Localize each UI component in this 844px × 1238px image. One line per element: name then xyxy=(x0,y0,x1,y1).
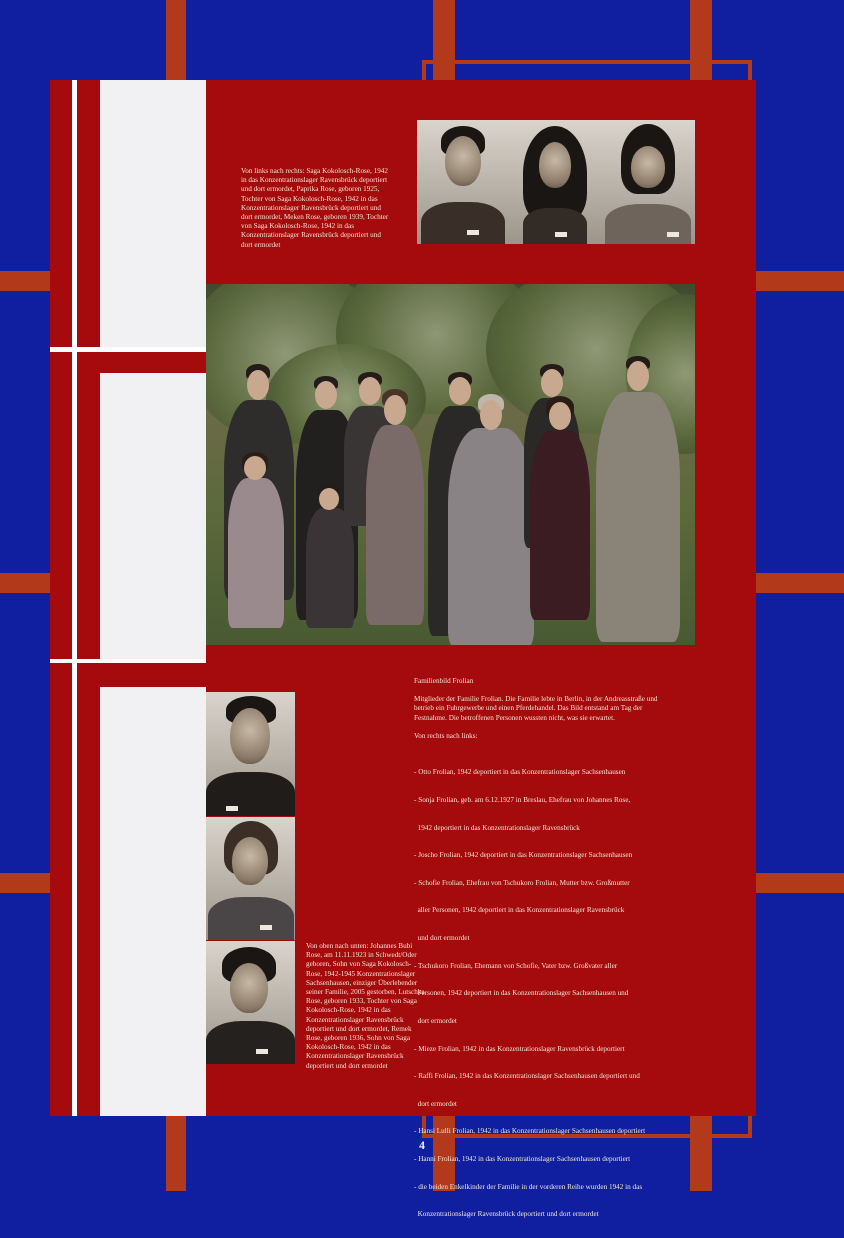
white-stripe xyxy=(72,80,77,1116)
family-list-item: dort ermordet xyxy=(414,1016,457,1025)
portrait-remek-rose xyxy=(206,941,295,1064)
family-list-item: - Joscho Frolian, 1942 deportiert in das Konzentrationslager Sachsenhausen xyxy=(414,851,633,860)
family-list-item: - Mieze Frolian, 1942 in das Konzentrationslager Ravensbrück deportiert xyxy=(414,1044,625,1053)
portrait-meken-rose xyxy=(601,120,695,244)
family-caption-title: Familienbild Frolian xyxy=(414,677,474,685)
white-stripe xyxy=(50,659,206,663)
left-portraits-caption: Von oben nach unten: Johannes Bubi Rose, am 11.11.1923 in Schwedt/Oder geboren, Sohn von Saga Kokolosch-Rose, 1942-1945 Konzentrationslager Sachsenhausen, einziger Überlebender seiner Familie, 2005 gestorben, Lutschka Rose, geboren 1933, Tochter von Saga Kokolosch-Rose, 1942 in das Konzentrationslager Ravensbrück deportiert und dort ermordet, Remek Rose, geboren 1936, Sohn von Saga Kokolosch-Rose, 1942 in das Konzentrationslager Ravensbrück deportiert und dort ermordet xyxy=(306,942,425,1070)
white-stripe xyxy=(50,347,206,352)
family-caption-intro: Mitglieder der Familie Frolian. Die Familie lebte in Berlin, in der Andreasstraße und betrieb ein Fuhrgewerbe und einen Pferdehandel. Das Bild entstand am Tag der Festnahme. Die betroffenen Personen wussten nicht, was sie erwartet. xyxy=(414,695,658,722)
pale-block xyxy=(100,373,206,659)
portrait-paprika-rose xyxy=(509,120,601,244)
top-portraits-caption: Von links nach rechts: Saga Kokolosch-Rose, 1942 in das Konzentrationslager Ravensbrück deportiert und dort ermordet, Paprika Rose, geboren 1925, Tochter von Saga Kokolosch-Rose, 1942 in das Konzentrationslager Ravensbrück deportiert und dort ermordet, Meken Rose, geboren 1939, Tochter von Saga Kokolosch-Rose, 1942 in das Konzentrationslager Ravensbrück deportiert und dort ermordet xyxy=(241,167,389,249)
family-list-item: dort ermordet xyxy=(414,1099,457,1108)
family-list-item: 1942 deportiert in das Konzentrationslager Ravensbrück xyxy=(414,823,580,832)
family-caption-list xyxy=(414,750,664,1238)
family-list-item: - Schofie Frolian, Ehefrau von Tschukoro Frolian, Mutter bzw. Großmutter xyxy=(414,878,630,887)
family-list-item: - die beiden Enkelkinder der Familie in der vorderen Reihe wurden 1942 in das xyxy=(414,1182,643,1191)
family-caption xyxy=(414,677,664,1238)
family-caption-order: Von rechts nach links: xyxy=(414,731,478,740)
portrait-johannes-bubi-rose xyxy=(206,692,295,816)
family-list-item: - Hanni Frolian, 1942 in das Konzentrationslager Sachsenhausen deportiert xyxy=(414,1154,631,1163)
family-list-item: - Sonja Frolian, geb. am 6.12.1927 in Breslau, Ehefrau von Johannes Rose, xyxy=(414,796,631,805)
family-photo-frolian xyxy=(206,284,695,645)
family-list-item: - Hansi Lulli Frolian, 1942 in das Konzentrationslager Sachsenhausen deportiert xyxy=(414,1127,646,1136)
family-list-item: Konzentrationslager Ravensbrück deportiert und dort ermordet xyxy=(414,1210,599,1219)
family-list-item: aller Personen, 1942 deportiert in das Konzentrationslager Ravensbrück xyxy=(414,906,625,915)
pale-block xyxy=(100,687,206,1116)
pale-block xyxy=(100,80,206,347)
family-list-item: - Tschukoro Frolian, Ehemann von Schofie, Vater bzw. Großvater aller xyxy=(414,961,618,970)
page-number: 4 xyxy=(419,1138,425,1152)
family-list-item: - Raffi Frolian, 1942 in das Konzentrationslager Sachsenhausen deportiert und xyxy=(414,1072,640,1081)
family-list-item: - Otto Frolian, 1942 deportiert in das Konzentrationslager Sachsenhausen xyxy=(414,768,626,777)
portrait-saga-kokolosch-rose xyxy=(417,120,509,244)
family-list-item: und dort ermordet xyxy=(414,934,470,943)
portrait-lutschka-rose xyxy=(206,817,295,940)
family-list-item: Personen, 1942 deportiert in das Konzentrationslager Sachsenhausen und xyxy=(414,989,629,998)
